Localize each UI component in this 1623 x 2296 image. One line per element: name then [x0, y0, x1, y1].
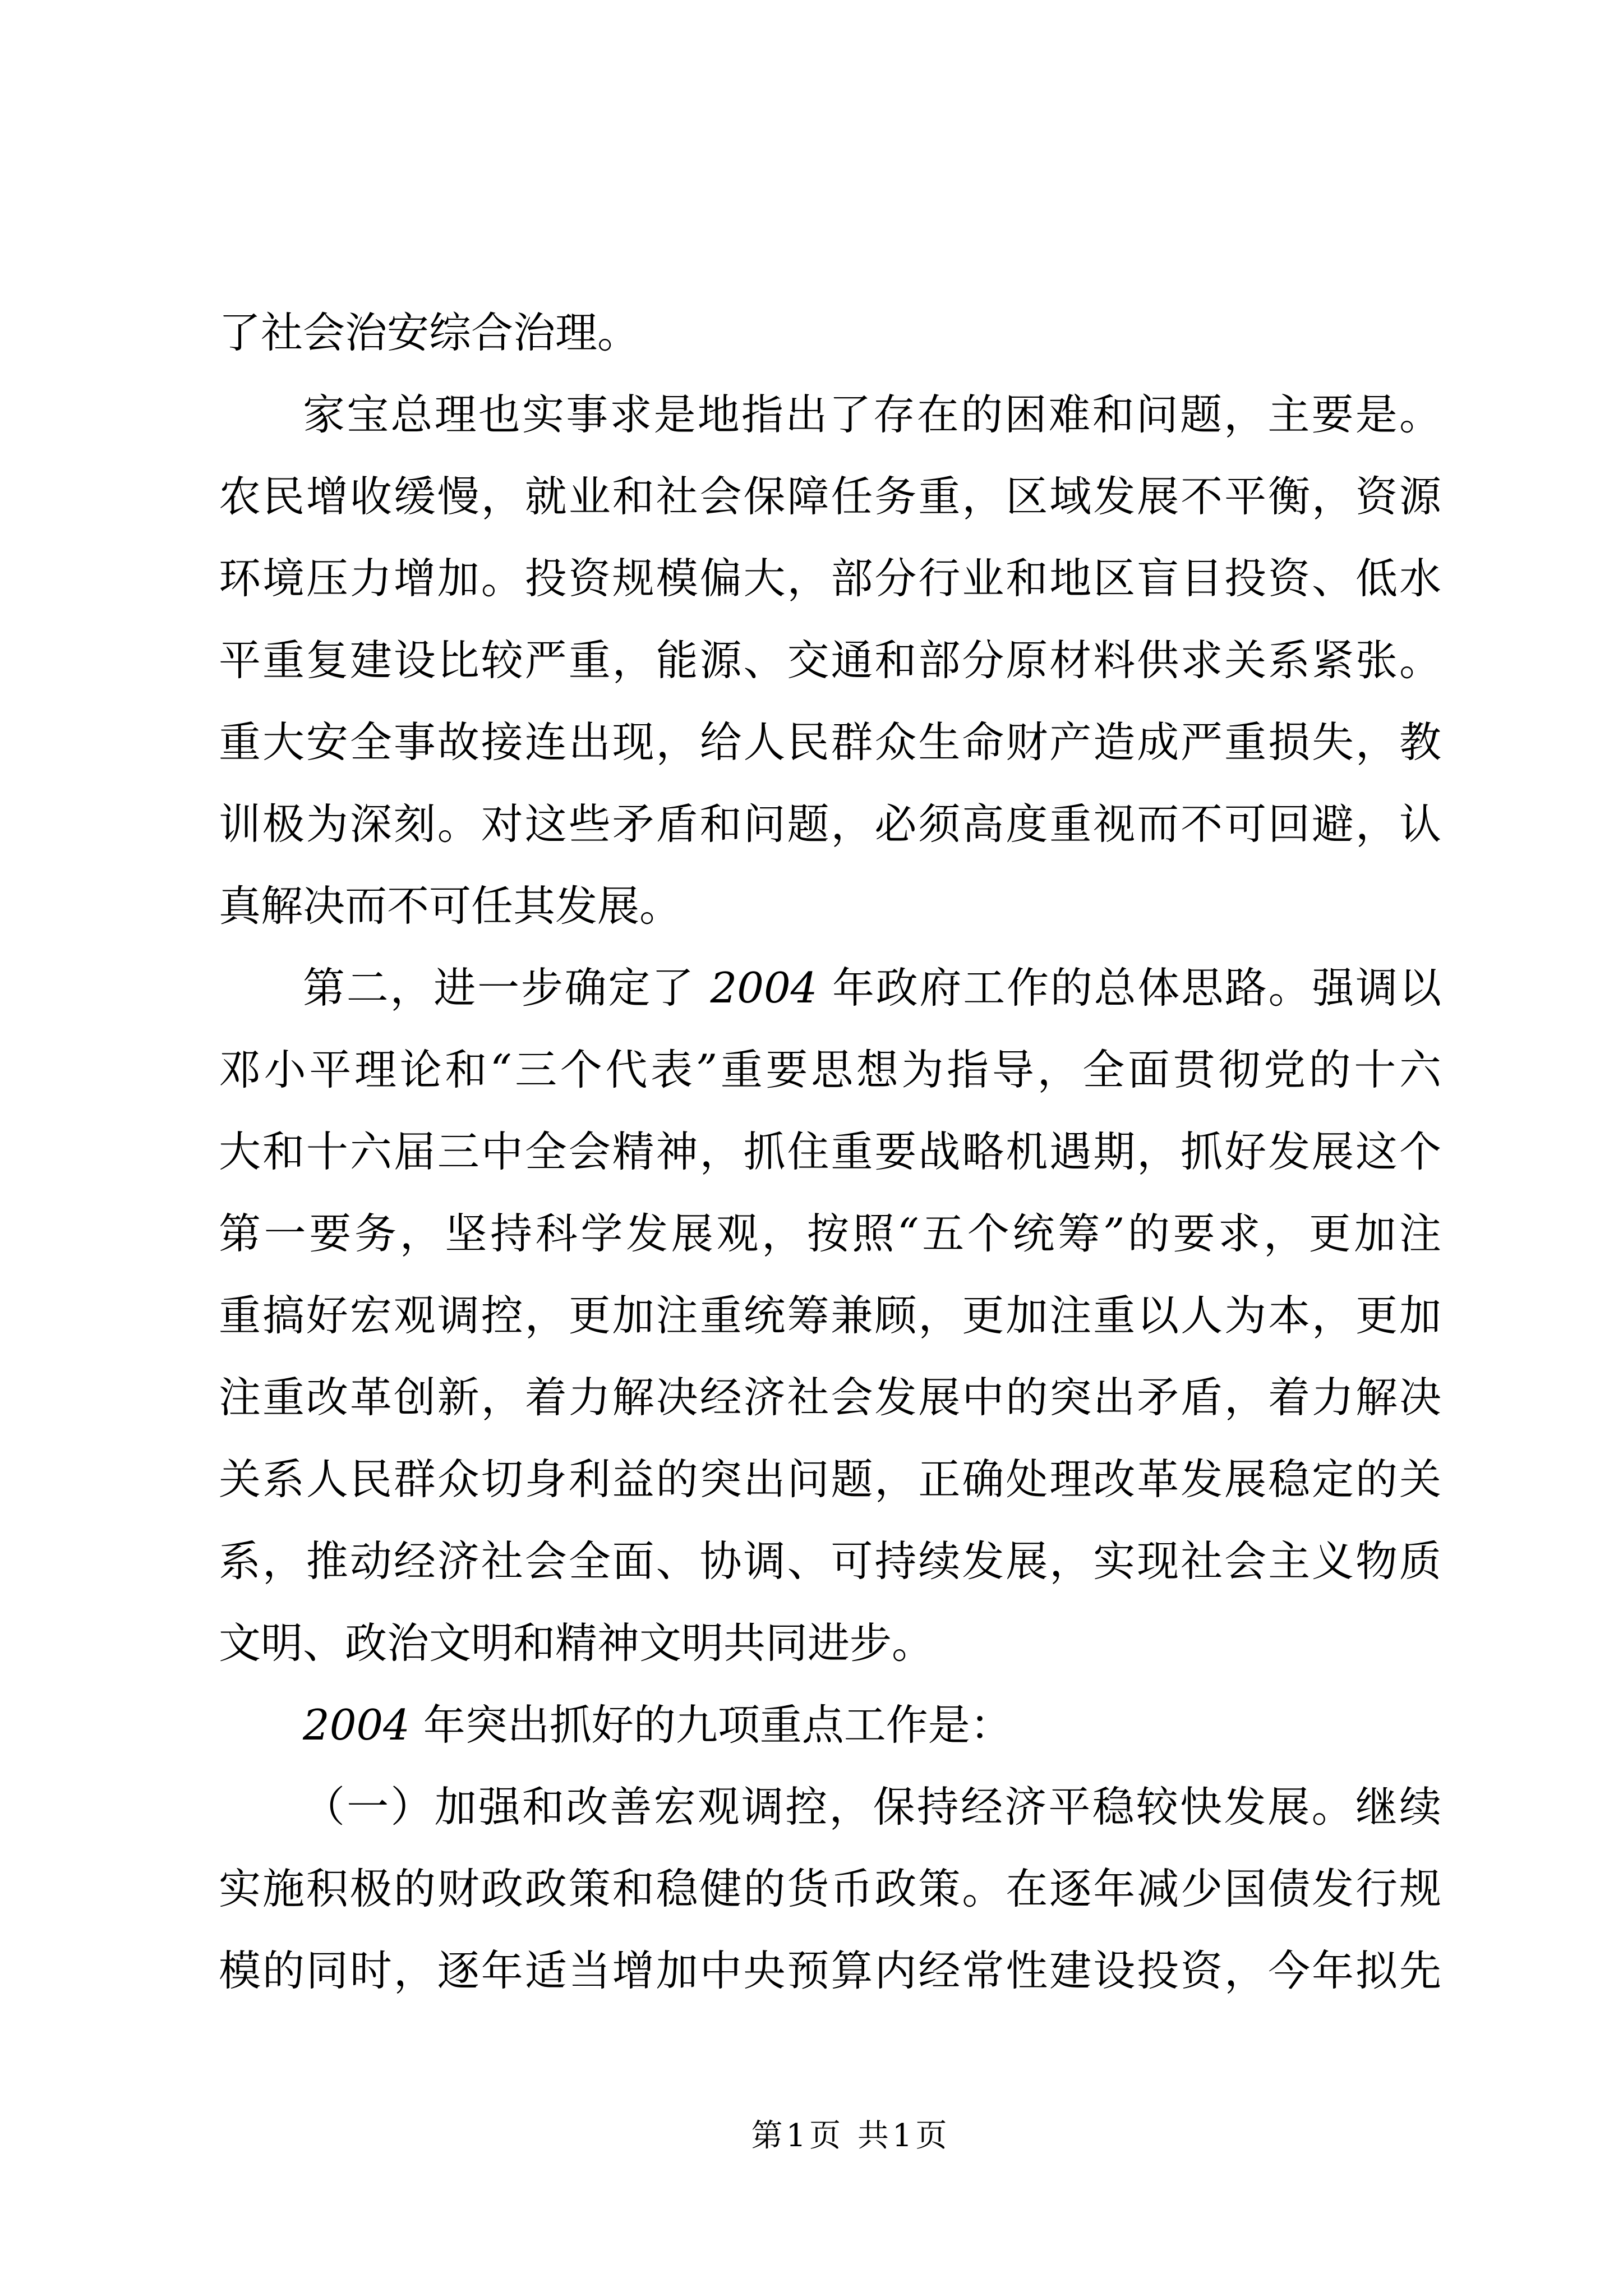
- text-line: 邓小平理论和“三个代表”重要思想为指导，全面贯彻党的十六: [219, 1045, 1441, 1094]
- text-line: 大和十六届三中全会精神，抓住重要战略机遇期，抓好发展这个: [219, 1127, 1441, 1176]
- text-line: 系，推动经济社会全面、协调、可持续发展，实现社会主义物质: [219, 1536, 1441, 1586]
- page-footer: 第1页 共1页: [751, 2118, 951, 2154]
- text-line: 环境压力增加。投资规模偏大，部分行业和地区盲目投资、低水: [219, 554, 1441, 603]
- document-body: [219, 292, 1441, 2012]
- text-line: 实施积极的财政政策和稳健的货币政策。在逐年减少国债发行规: [219, 1864, 1441, 1913]
- text-line: （一）加强和改善宏观调控，保持经济平稳较快发展。继续: [303, 1782, 1441, 1832]
- text-line: 农民增收缓慢，就业和社会保障任务重，区域发展不平衡，资源: [219, 472, 1441, 521]
- text-line: 真解决而不可任其发展。: [219, 881, 682, 931]
- text-line: 第二，进一步确定了 2004 年政府工作的总体思路。强调以: [303, 963, 1441, 1013]
- text-line: 第一要务，坚持科学发展观，按照“五个统筹”的要求，更加注: [219, 1209, 1441, 1258]
- text-line: 训极为深刻。对这些矛盾和问题，必须高度重视而不可回避，认: [219, 799, 1441, 849]
- text-line: 模的同时，逐年适当增加中央预算内经常性建设投资，今年拟先: [219, 1946, 1441, 1995]
- text-line: 了社会治安综合治理。: [219, 308, 640, 357]
- text-line: 平重复建设比较严重，能源、交通和部分原材料供求关系紧张。: [219, 636, 1441, 685]
- text-line: 关系人民群众切身利益的突出问题，正确处理改革发展稳定的关: [219, 1455, 1441, 1504]
- text-line: 文明、政治文明和精神文明共同进步。: [219, 1618, 934, 1668]
- text-line: 重搞好宏观调控，更加注重统筹兼顾，更加注重以人为本，更加: [219, 1291, 1441, 1340]
- text-line: 注重改革创新，着力解决经济社会发展中的突出矛盾，着力解决: [219, 1373, 1441, 1422]
- text-line: 家宝总理也实事求是地指出了存在的困难和问题，主要是。: [303, 390, 1441, 439]
- text-line: 2004 年突出抓好的九项重点工作是：: [303, 1700, 1012, 1750]
- text-line: 重大安全事故接连出现，给人民群众生命财产造成严重损失，教: [219, 717, 1441, 767]
